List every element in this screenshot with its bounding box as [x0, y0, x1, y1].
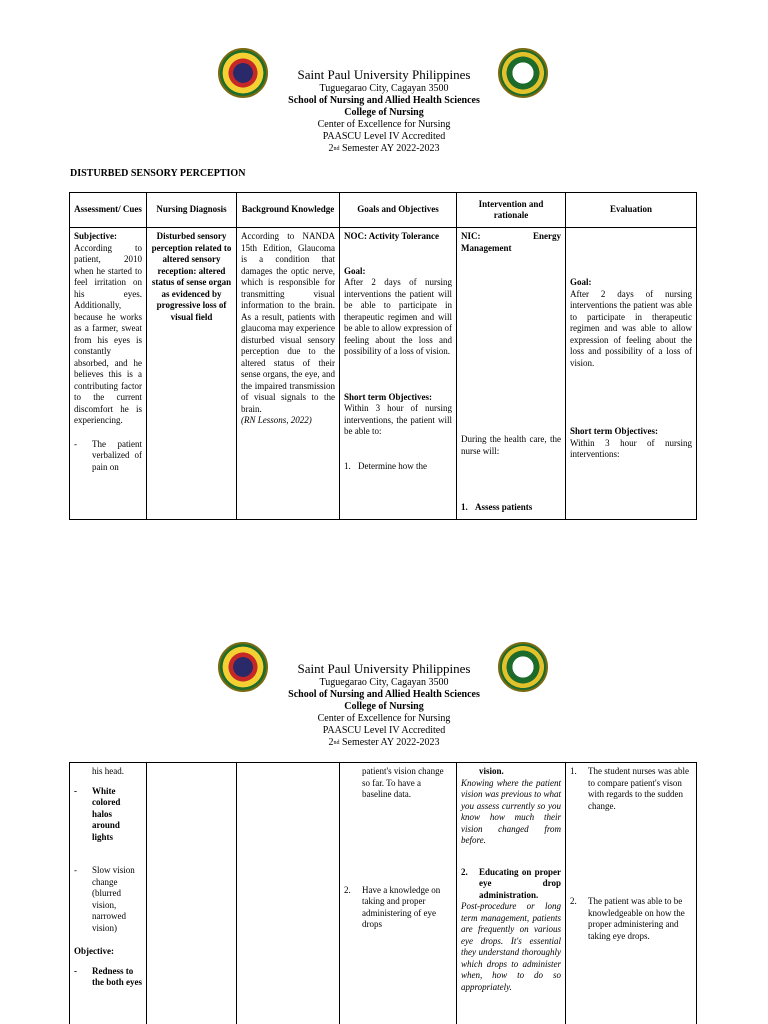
- assessment-cell: [70, 228, 147, 520]
- table-row: [70, 763, 697, 1024]
- eval-goal-text: After 2 days of nursing interventions the patient was able to participate in therapeutic regimen and was able to allow expression of feeling about the loss and possibility of a loss of vision.: [570, 288, 692, 368]
- page-2: [0, 596, 768, 1024]
- address: Tuguegarao City, Cagayan 3500: [319, 677, 449, 688]
- list-item: - The patient verbalized of pain on: [74, 438, 142, 472]
- citation: (RN Lessons, 2022): [241, 415, 312, 425]
- list-item: 1. Determine how the: [344, 460, 427, 471]
- col-diagnosis: Nursing Diagnosis: [147, 193, 237, 228]
- col-assessment: Assessment/ Cues: [70, 193, 147, 228]
- intervention-cell: [457, 763, 566, 1024]
- school-name: School of Nursing and Allied Health Sciences: [288, 689, 480, 700]
- list-item: 1. Assess patients: [461, 502, 533, 512]
- college-name: College of Nursing: [344, 107, 424, 118]
- background-cell: [237, 763, 340, 1024]
- noc-label: NOC: Activity Tolerance: [344, 231, 439, 241]
- semester-line: 2nd Semester AY 2022-2023: [328, 143, 440, 154]
- goal-label: Goal:: [344, 265, 366, 276]
- list-item: 2. The patient was able to be knowledgeable on how the proper administering and taking eye drops.: [570, 896, 685, 941]
- col-evaluation: Evaluation: [566, 193, 697, 228]
- col-background: Background Knowledge: [237, 193, 340, 228]
- subjective-label: Subjective:: [74, 231, 117, 241]
- accreditation-line: PAASCU Level IV Accredited: [322, 725, 446, 736]
- evaluation-cell: [566, 228, 697, 520]
- list-item: 1. The student nurses was able to compare patient's vison with regards to the sudden change.: [570, 766, 689, 811]
- intervention-intro: During the health care, the nurse will:: [461, 434, 561, 456]
- header-row: [70, 193, 697, 228]
- center-line: Center of Excellence for Nursing: [317, 713, 451, 724]
- sto-label: Short term Objectives:: [344, 391, 432, 402]
- table-row: [70, 228, 697, 520]
- objective-label: Objective:: [74, 946, 114, 956]
- background-cell: [237, 228, 340, 520]
- nic-label: NIC: Energy Management: [461, 231, 561, 253]
- list-item: 2. Educating on proper eye drop administration.: [461, 866, 561, 900]
- assessment-cell: [70, 763, 147, 1024]
- col-intervention: Intervention and rationale: [457, 193, 566, 228]
- diagnosis-cell: [147, 763, 237, 1024]
- university-name: Saint Paul University Philippines: [297, 67, 471, 82]
- evaluation-cell: [566, 763, 697, 1024]
- goals-cell: [340, 228, 457, 520]
- list-item: 2. Have a knowledge on taking and proper administering of eye drops: [344, 884, 441, 929]
- diagnosis-cell: Disturbed sensory perception related to altered sensory reception: altered status of sense organ as evidenced by progressive loss of visual field: [147, 228, 237, 520]
- subjective-text: According to patient, 2010 when he started to feel irritation on his eyes. Additionally, because he works as a farmer, sweat from his eyes is constantly absorbed, and he believes this is a contributing factor to the current discomfort he is experiencing.: [74, 242, 142, 425]
- list-item: - White colored halos around lights: [74, 785, 121, 842]
- col-goals: Goals and Objectives: [340, 193, 457, 228]
- intervention-cell: [457, 228, 566, 520]
- list-item: - Slow vision change (blurred vision, narrowed vision): [74, 865, 135, 933]
- center-line: Center of Excellence for Nursing: [317, 119, 451, 130]
- letterhead: [0, 67, 768, 155]
- background-text: According to NANDA 15th Edition, Glaucoma is a condition that damages the optic nerve, which is responsible for transmitting visual information to the brain. As a result, patients with glaucoma may experience disturbed visual sensory perception due to the altered status of their sense organs, the eye, and the impaired transmission of visual signals to the brain.: [241, 231, 335, 414]
- intervention-rationale: Post-procedure or long term management, patients are frequently on various eye drops. It's essential they understand thoroughly which drops to administer when, how to do so appropriately.: [461, 901, 561, 992]
- page-title: DISTURBED SENSORY PERCEPTION: [70, 168, 246, 179]
- goals-cell: [340, 763, 457, 1024]
- assessment-cont: his head.: [92, 766, 124, 776]
- letterhead: [0, 661, 768, 749]
- list-item: - Redness to the both eyes: [74, 965, 142, 987]
- intervention-cont-title: vision.: [479, 766, 504, 776]
- college-name: College of Nursing: [344, 701, 424, 712]
- goals-cont: patient's vision change so far. To have a baseline data.: [362, 766, 444, 799]
- eval-sto-text: Within 3 hour of nursing interventions:: [570, 437, 692, 459]
- eval-goal-label: Goal:: [570, 277, 592, 287]
- sto-text: Within 3 hour of nursing interventions, the patient will be able to:: [344, 403, 452, 436]
- school-name: School of Nursing and Allied Health Sciences: [288, 95, 480, 106]
- care-plan-table-continued: [69, 762, 697, 1024]
- goal-text: After 2 days of nursing interventions the patient will be able to participate in therapeutic regimen and will be able to allow expression of feeling about the loss and possibility of a loss of vision.: [344, 277, 452, 356]
- accreditation-line: PAASCU Level IV Accredited: [322, 131, 446, 142]
- address: Tuguegarao City, Cagayan 3500: [319, 83, 449, 94]
- university-name: Saint Paul University Philippines: [297, 661, 471, 676]
- intervention-cont-rationale: Knowing where the patient vision was previous to what you assess currently so you know how much their vision changed from before.: [461, 777, 561, 845]
- care-plan-table: [69, 192, 697, 520]
- eval-sto-label: Short term Objectives:: [570, 426, 658, 436]
- semester-line: 2nd Semester AY 2022-2023: [328, 737, 440, 748]
